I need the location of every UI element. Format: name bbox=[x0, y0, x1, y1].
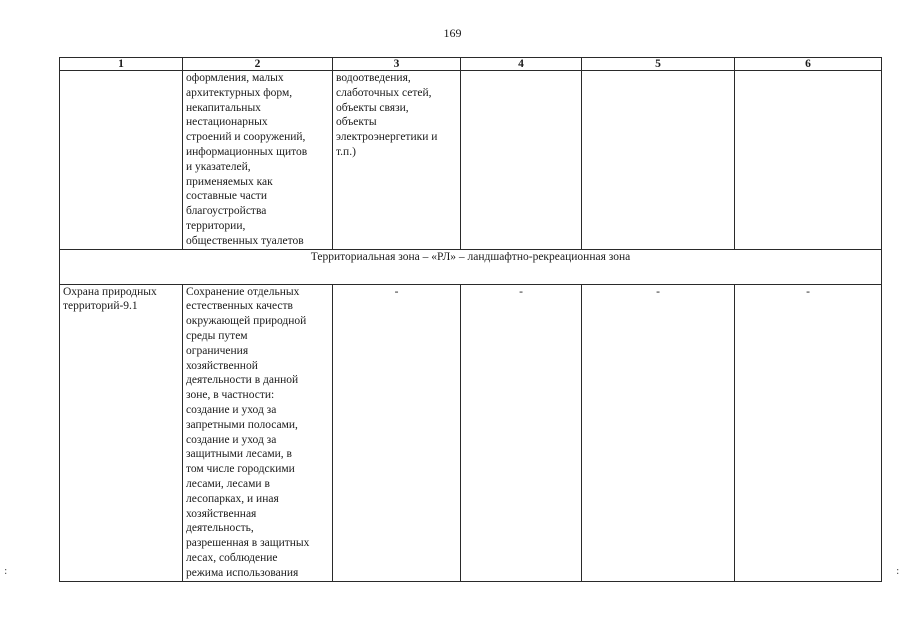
zone-cell-6: - bbox=[735, 284, 882, 581]
cell-line: территории, bbox=[186, 219, 246, 232]
zone-title: Территориальная зона – «РЛ» – ландшафтно-рекреационная зона bbox=[60, 249, 882, 284]
cell-line: лесопарках, и иная bbox=[186, 492, 279, 505]
cell-line: запретными полосами, bbox=[186, 418, 298, 431]
regulations-table bbox=[59, 57, 882, 582]
continuation-row bbox=[60, 71, 882, 250]
cell-line: архитектурных форм, bbox=[186, 86, 293, 99]
continuation-cell-1 bbox=[60, 71, 183, 250]
zone-cell-4: - bbox=[461, 284, 582, 581]
cell-line: некапитальных bbox=[186, 101, 261, 114]
cell-line: общественных туалетов bbox=[186, 234, 304, 247]
zone-cell-1 bbox=[60, 284, 183, 581]
cell-line: применяемых как bbox=[186, 175, 273, 188]
continuation-cell-3 bbox=[333, 71, 461, 250]
cell-line: электроэнергетики и bbox=[336, 131, 438, 144]
zone-cell-2 bbox=[183, 284, 333, 581]
column-header-6: 6 bbox=[735, 58, 882, 71]
cell-line: ограничения bbox=[186, 344, 249, 357]
cell-line: Охрана природных bbox=[63, 285, 157, 298]
zone-row bbox=[60, 284, 882, 581]
cell-line: окружающей природной bbox=[186, 315, 307, 328]
cell-line: лесами, лесами в bbox=[186, 477, 270, 490]
cell-line: лесах, соблюдение bbox=[186, 551, 278, 564]
zone-title-row bbox=[60, 249, 882, 284]
column-header-3: 3 bbox=[333, 58, 461, 71]
page-number: 169 bbox=[443, 26, 462, 40]
left-edge-mark: : bbox=[4, 566, 8, 577]
cell-line: объекты связи, bbox=[336, 101, 409, 114]
cell-line: слаботочных сетей, bbox=[336, 86, 432, 99]
column-header-2: 2 bbox=[183, 58, 333, 71]
cell-line: оформления, малых bbox=[186, 72, 284, 84]
cell-line: естественных качеств bbox=[186, 300, 293, 313]
cell-line: деятельность, bbox=[186, 522, 254, 535]
right-edge-mark: : bbox=[896, 566, 900, 577]
zone-cell-3: - bbox=[333, 284, 461, 581]
cell-line: хозяйственной bbox=[186, 359, 258, 372]
column-header-5: 5 bbox=[582, 58, 735, 71]
cell-line: водоотведения, bbox=[336, 72, 411, 84]
cell-line: создание и уход за bbox=[186, 433, 277, 446]
cell-line: составные части bbox=[186, 190, 267, 203]
continuation-cell-5 bbox=[582, 71, 735, 250]
cell-line: режима использования bbox=[186, 566, 299, 579]
cell-line: т.п.) bbox=[336, 145, 356, 158]
cell-line: строений и сооружений, bbox=[186, 131, 306, 144]
continuation-cell-4 bbox=[461, 71, 582, 250]
cell-line: создание и уход за bbox=[186, 403, 277, 416]
cell-line: Сохранение отдельных bbox=[186, 285, 300, 298]
cell-line: территорий-9.1 bbox=[63, 300, 138, 313]
cell-line: и указателей, bbox=[186, 160, 251, 173]
cell-line: среды путем bbox=[186, 329, 248, 342]
continuation-cell-2 bbox=[183, 71, 333, 250]
column-header-1: 1 bbox=[60, 58, 183, 71]
continuation-cell-6 bbox=[735, 71, 882, 250]
cell-line: защитными лесами, в bbox=[186, 448, 292, 461]
cell-line: информационных щитов bbox=[186, 145, 308, 158]
cell-line: разрешенная в защитных bbox=[186, 537, 310, 550]
cell-line: том числе городскими bbox=[186, 463, 295, 476]
cell-line: нестационарных bbox=[186, 116, 268, 129]
cell-line: объекты bbox=[336, 116, 377, 129]
header-row bbox=[60, 58, 882, 71]
zone-cell-5: - bbox=[582, 284, 735, 581]
cell-line: зоне, в частности: bbox=[186, 389, 275, 402]
cell-line: благоустройства bbox=[186, 205, 267, 218]
cell-line: хозяйственная bbox=[186, 507, 257, 520]
cell-line: деятельности в данной bbox=[186, 374, 299, 387]
column-header-4: 4 bbox=[461, 58, 582, 71]
